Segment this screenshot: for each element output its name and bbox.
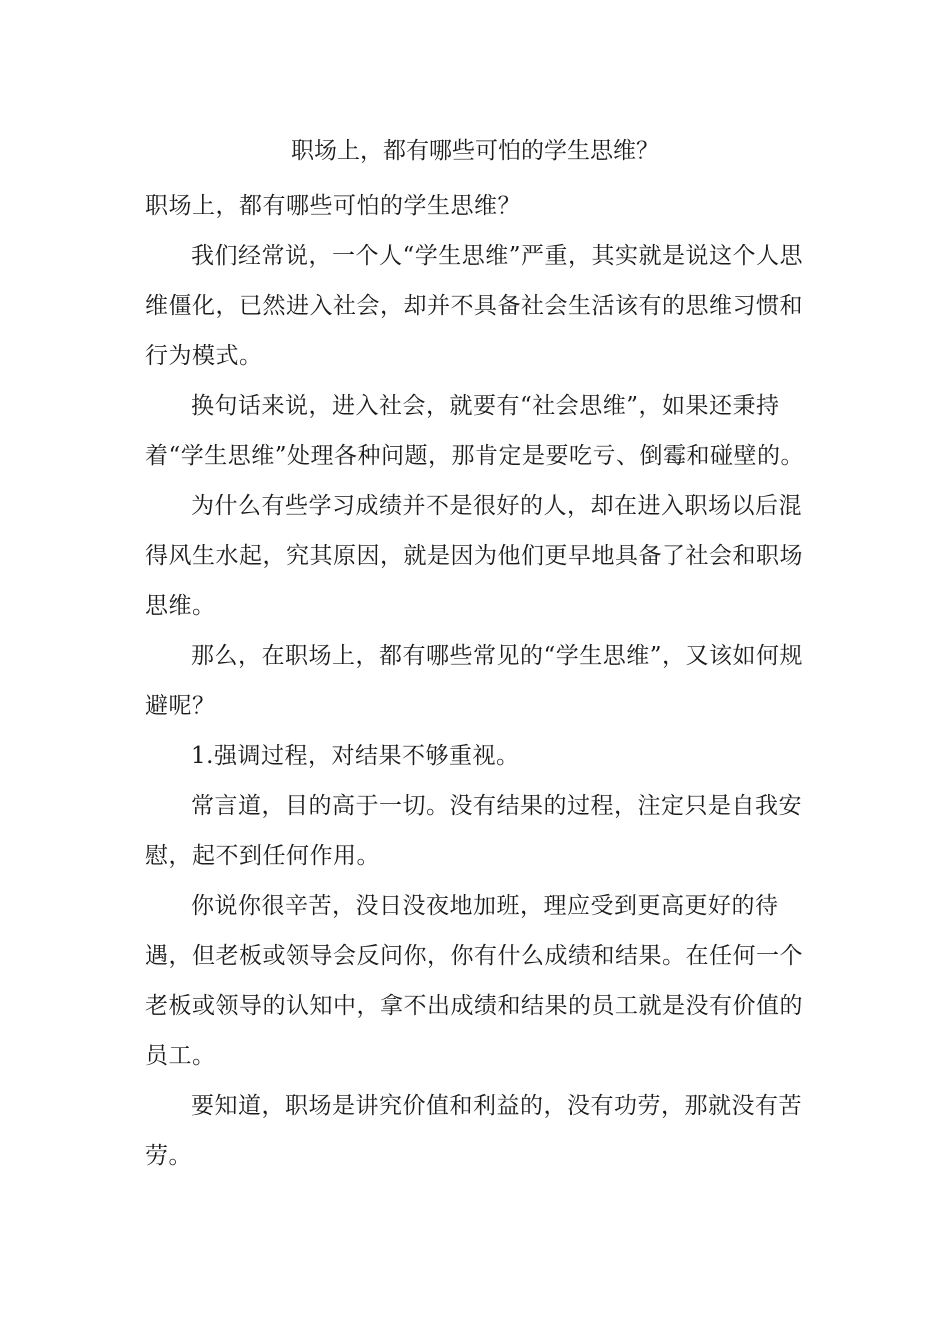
paragraph-heading-repeat: 职场上，都有哪些可怕的学生思维？ <box>145 193 521 219</box>
paragraph-question: 那么，在职场上，都有哪些常见的“学生思维”，又该如何规避呢？ <box>145 643 804 719</box>
paragraph-social-thinking: 换句话来说，进入社会，就要有“社会思维”，如果还秉持着“学生思维”处理各种问题，那肯定是要吃亏、倒霉和碰壁的。 <box>145 393 805 469</box>
paragraph-value: 要知道，职场是讲究价值和利益的，没有功劳，那就没有苦劳。 <box>145 1093 802 1169</box>
paragraph-saying: 常言道，目的高于一切。没有结果的过程，注定只是自我安慰，起不到任何作用。 <box>145 793 802 869</box>
paragraph-why: 为什么有些学习成绩并不是很好的人，却在进入职场以后混得风生水起，究其原因，就是因为他们更早地具备了社会和职场思维。 <box>145 493 803 619</box>
document-title: 职场上，都有哪些可怕的学生思维？ <box>291 138 659 164</box>
document-body <box>145 181 811 1181</box>
section-heading-1: 1.强调过程，对结果不够重视。 <box>191 743 520 769</box>
paragraph-intro: 我们经常说，一个人“学生思维”严重，其实就是说这个人思维僵化，已然进入社会，却并不具备社会生活该有的思维习惯和行为模式。 <box>145 243 804 369</box>
paragraph-hard-work: 你说你很辛苦，没日没夜地加班，理应受到更高更好的待遇，但老板或领导会反问你，你有什么成绩和结果。在任何一个老板或领导的认知中，拿不出成绩和结果的员工就是没有价值的员工。 <box>145 893 803 1069</box>
